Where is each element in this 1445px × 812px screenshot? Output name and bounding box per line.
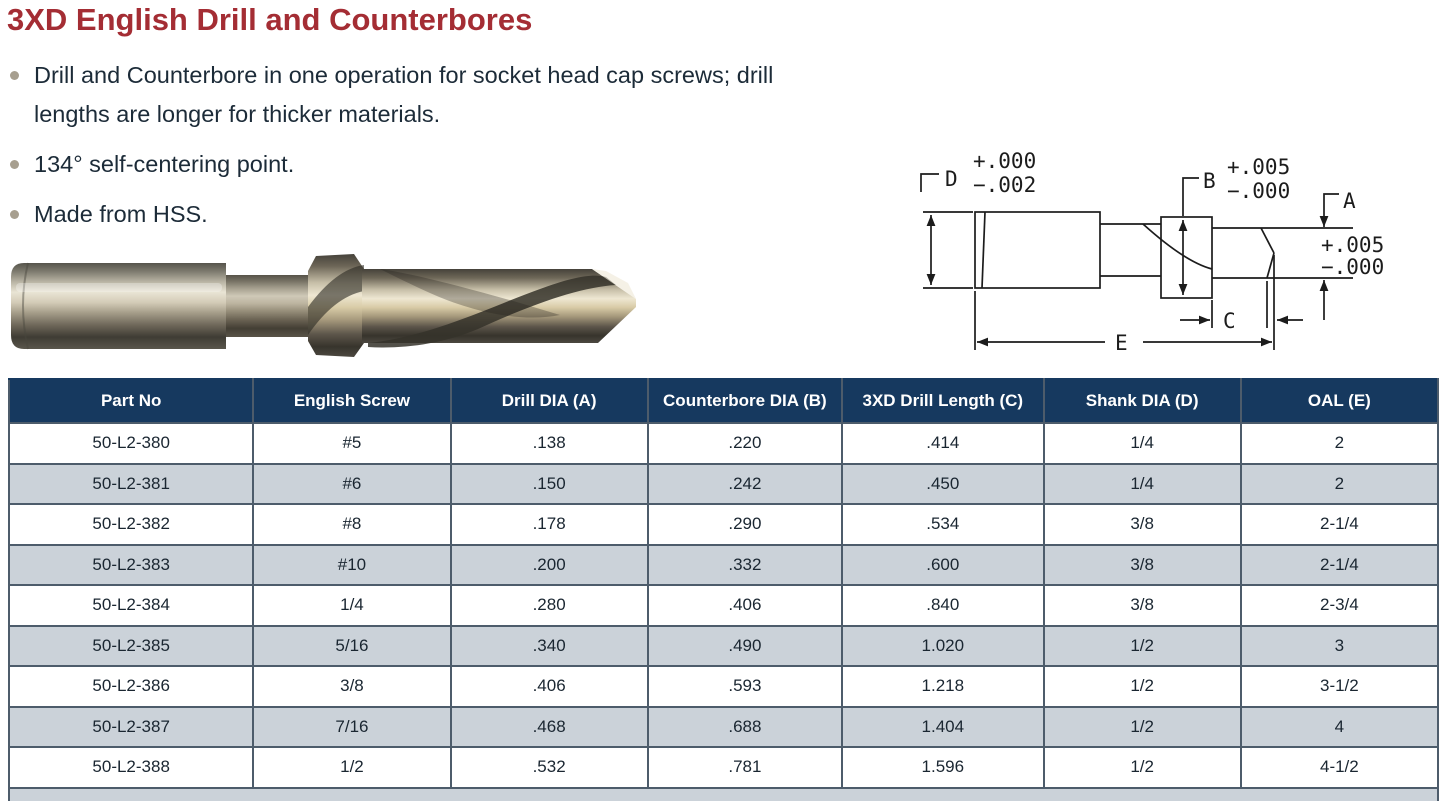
table-cell: 4-1/2 (1241, 747, 1438, 788)
table-cell: .781 (648, 747, 842, 788)
feature-bullet (8, 56, 788, 134)
table-cell: 1/2 (1044, 707, 1241, 748)
dim-tol-d-plus: +.000 (973, 149, 1037, 173)
table-cell: .414 (842, 423, 1043, 464)
table-cell: .406 (451, 666, 648, 707)
table-row (9, 747, 1438, 788)
bullet-dot-icon (10, 210, 19, 219)
table-cell: 3/8 (253, 666, 450, 707)
dim-label-c: C (1223, 309, 1236, 333)
feature-list (8, 56, 808, 245)
table-cell: 1/2 (1044, 626, 1241, 667)
drill-photo (0, 243, 680, 367)
table-cell: #10 (253, 545, 450, 586)
table-cell: 1/4 (253, 585, 450, 626)
table-cell: 1/2 (253, 747, 450, 788)
table-cell: .840 (842, 585, 1043, 626)
bullet-dot-icon (10, 71, 19, 80)
table-cell: .600 (842, 545, 1043, 586)
table-cell: .688 (648, 707, 842, 748)
dim-label-d: D (945, 167, 958, 191)
table-cell: 7/16 (253, 707, 450, 748)
shank-outline (975, 212, 1100, 288)
table-cell: 1/4 (1044, 423, 1241, 464)
column-header: OAL (E) (1241, 379, 1438, 423)
table-cell: 50-L2-386 (9, 666, 253, 707)
flute-curve (1143, 224, 1212, 269)
table-cell: 1.596 (842, 747, 1043, 788)
table-cell: .332 (648, 545, 842, 586)
table-cell: 50-L2-380 (9, 423, 253, 464)
table-cell: 50-L2-383 (9, 545, 253, 586)
dim-tol-d-minus: −.002 (973, 173, 1037, 197)
dim-label-a: A (1343, 189, 1356, 213)
table-cell: 3/8 (1044, 585, 1241, 626)
technical-diagram (893, 128, 1445, 368)
dim-tol-b-minus: −.000 (1227, 179, 1291, 203)
table-cell: 3 (1241, 626, 1438, 667)
table-cell: 2-3/4 (1241, 585, 1438, 626)
table-cell: 1.404 (842, 707, 1043, 748)
table-row (9, 504, 1438, 545)
table-cell: .290 (648, 504, 842, 545)
table-cell: 50-L2-382 (9, 504, 253, 545)
table-cell: 1/2 (1044, 747, 1241, 788)
table-cell: .490 (648, 626, 842, 667)
spec-table-head-row (9, 379, 1438, 423)
table-cell: 1/4 (1044, 464, 1241, 505)
table-cell: 5/16 (253, 626, 450, 667)
table-cell: 50-L2-385 (9, 626, 253, 667)
table-cell: 2 (1241, 464, 1438, 505)
table-cell: 50-L2-384 (9, 585, 253, 626)
table-cell: .593 (648, 666, 842, 707)
column-header: Drill DIA (A) (451, 379, 648, 423)
table-row (9, 464, 1438, 505)
table-cell: .340 (451, 626, 648, 667)
table-cell: 2-1/4 (1241, 504, 1438, 545)
feature-text: 134° self-centering point. (34, 151, 295, 177)
drill-photo-illustration (0, 243, 680, 367)
table-cell: .534 (842, 504, 1043, 545)
table-cell: 2 (1241, 423, 1438, 464)
dim-tol-a-minus: −.000 (1321, 255, 1385, 279)
table-cell: 1/2 (1044, 666, 1241, 707)
table-row (9, 423, 1438, 464)
table-cell: 3/8 (1044, 504, 1241, 545)
column-header: 3XD Drill Length (C) (842, 379, 1043, 423)
table-row (9, 626, 1438, 667)
table-cell: .406 (648, 585, 842, 626)
table-cell: .532 (451, 747, 648, 788)
table-row (9, 707, 1438, 748)
table-cell: .220 (648, 423, 842, 464)
dim-label-b: B (1203, 169, 1216, 193)
table-cell: 1.218 (842, 666, 1043, 707)
table-cell: 3/8 (1044, 545, 1241, 586)
table-cell: .450 (842, 464, 1043, 505)
spec-table (8, 378, 1439, 789)
feature-text: Drill and Counterbore in one operation for socket head cap screws; drill lengths are longer for thicker materials. (34, 62, 774, 127)
table-row (9, 545, 1438, 586)
column-header: English Screw (253, 379, 450, 423)
cutoff-next-row (8, 789, 1439, 801)
page-title: 3XD English Drill and Counterbores (7, 2, 533, 37)
table-cell: 50-L2-387 (9, 707, 253, 748)
table-cell: 4 (1241, 707, 1438, 748)
column-header: Shank DIA (D) (1044, 379, 1241, 423)
dimension-drawing (893, 128, 1445, 368)
dim-label-e: E (1115, 331, 1128, 355)
spec-table-container (8, 378, 1439, 812)
table-row (9, 585, 1438, 626)
bullet-dot-icon (10, 160, 19, 169)
column-header: Counterbore DIA (B) (648, 379, 842, 423)
dim-tol-b-plus: +.005 (1227, 155, 1291, 179)
table-cell: .242 (648, 464, 842, 505)
table-cell: .200 (451, 545, 648, 586)
table-cell: #8 (253, 504, 450, 545)
table-cell: .138 (451, 423, 648, 464)
feature-bullet (8, 195, 788, 234)
spec-table-body (9, 423, 1438, 788)
table-cell: 50-L2-381 (9, 464, 253, 505)
table-cell: #6 (253, 464, 450, 505)
table-cell: 1.020 (842, 626, 1043, 667)
table-cell: 50-L2-388 (9, 747, 253, 788)
table-row (9, 666, 1438, 707)
table-cell: #5 (253, 423, 450, 464)
dim-tol-a-plus: +.005 (1321, 233, 1385, 257)
table-cell: .468 (451, 707, 648, 748)
table-cell: .150 (451, 464, 648, 505)
table-cell: 2-1/4 (1241, 545, 1438, 586)
table-cell: .178 (451, 504, 648, 545)
column-header: Part No (9, 379, 253, 423)
table-cell: 3-1/2 (1241, 666, 1438, 707)
table-cell: .280 (451, 585, 648, 626)
feature-bullet (8, 145, 788, 184)
feature-text: Made from HSS. (34, 201, 208, 227)
